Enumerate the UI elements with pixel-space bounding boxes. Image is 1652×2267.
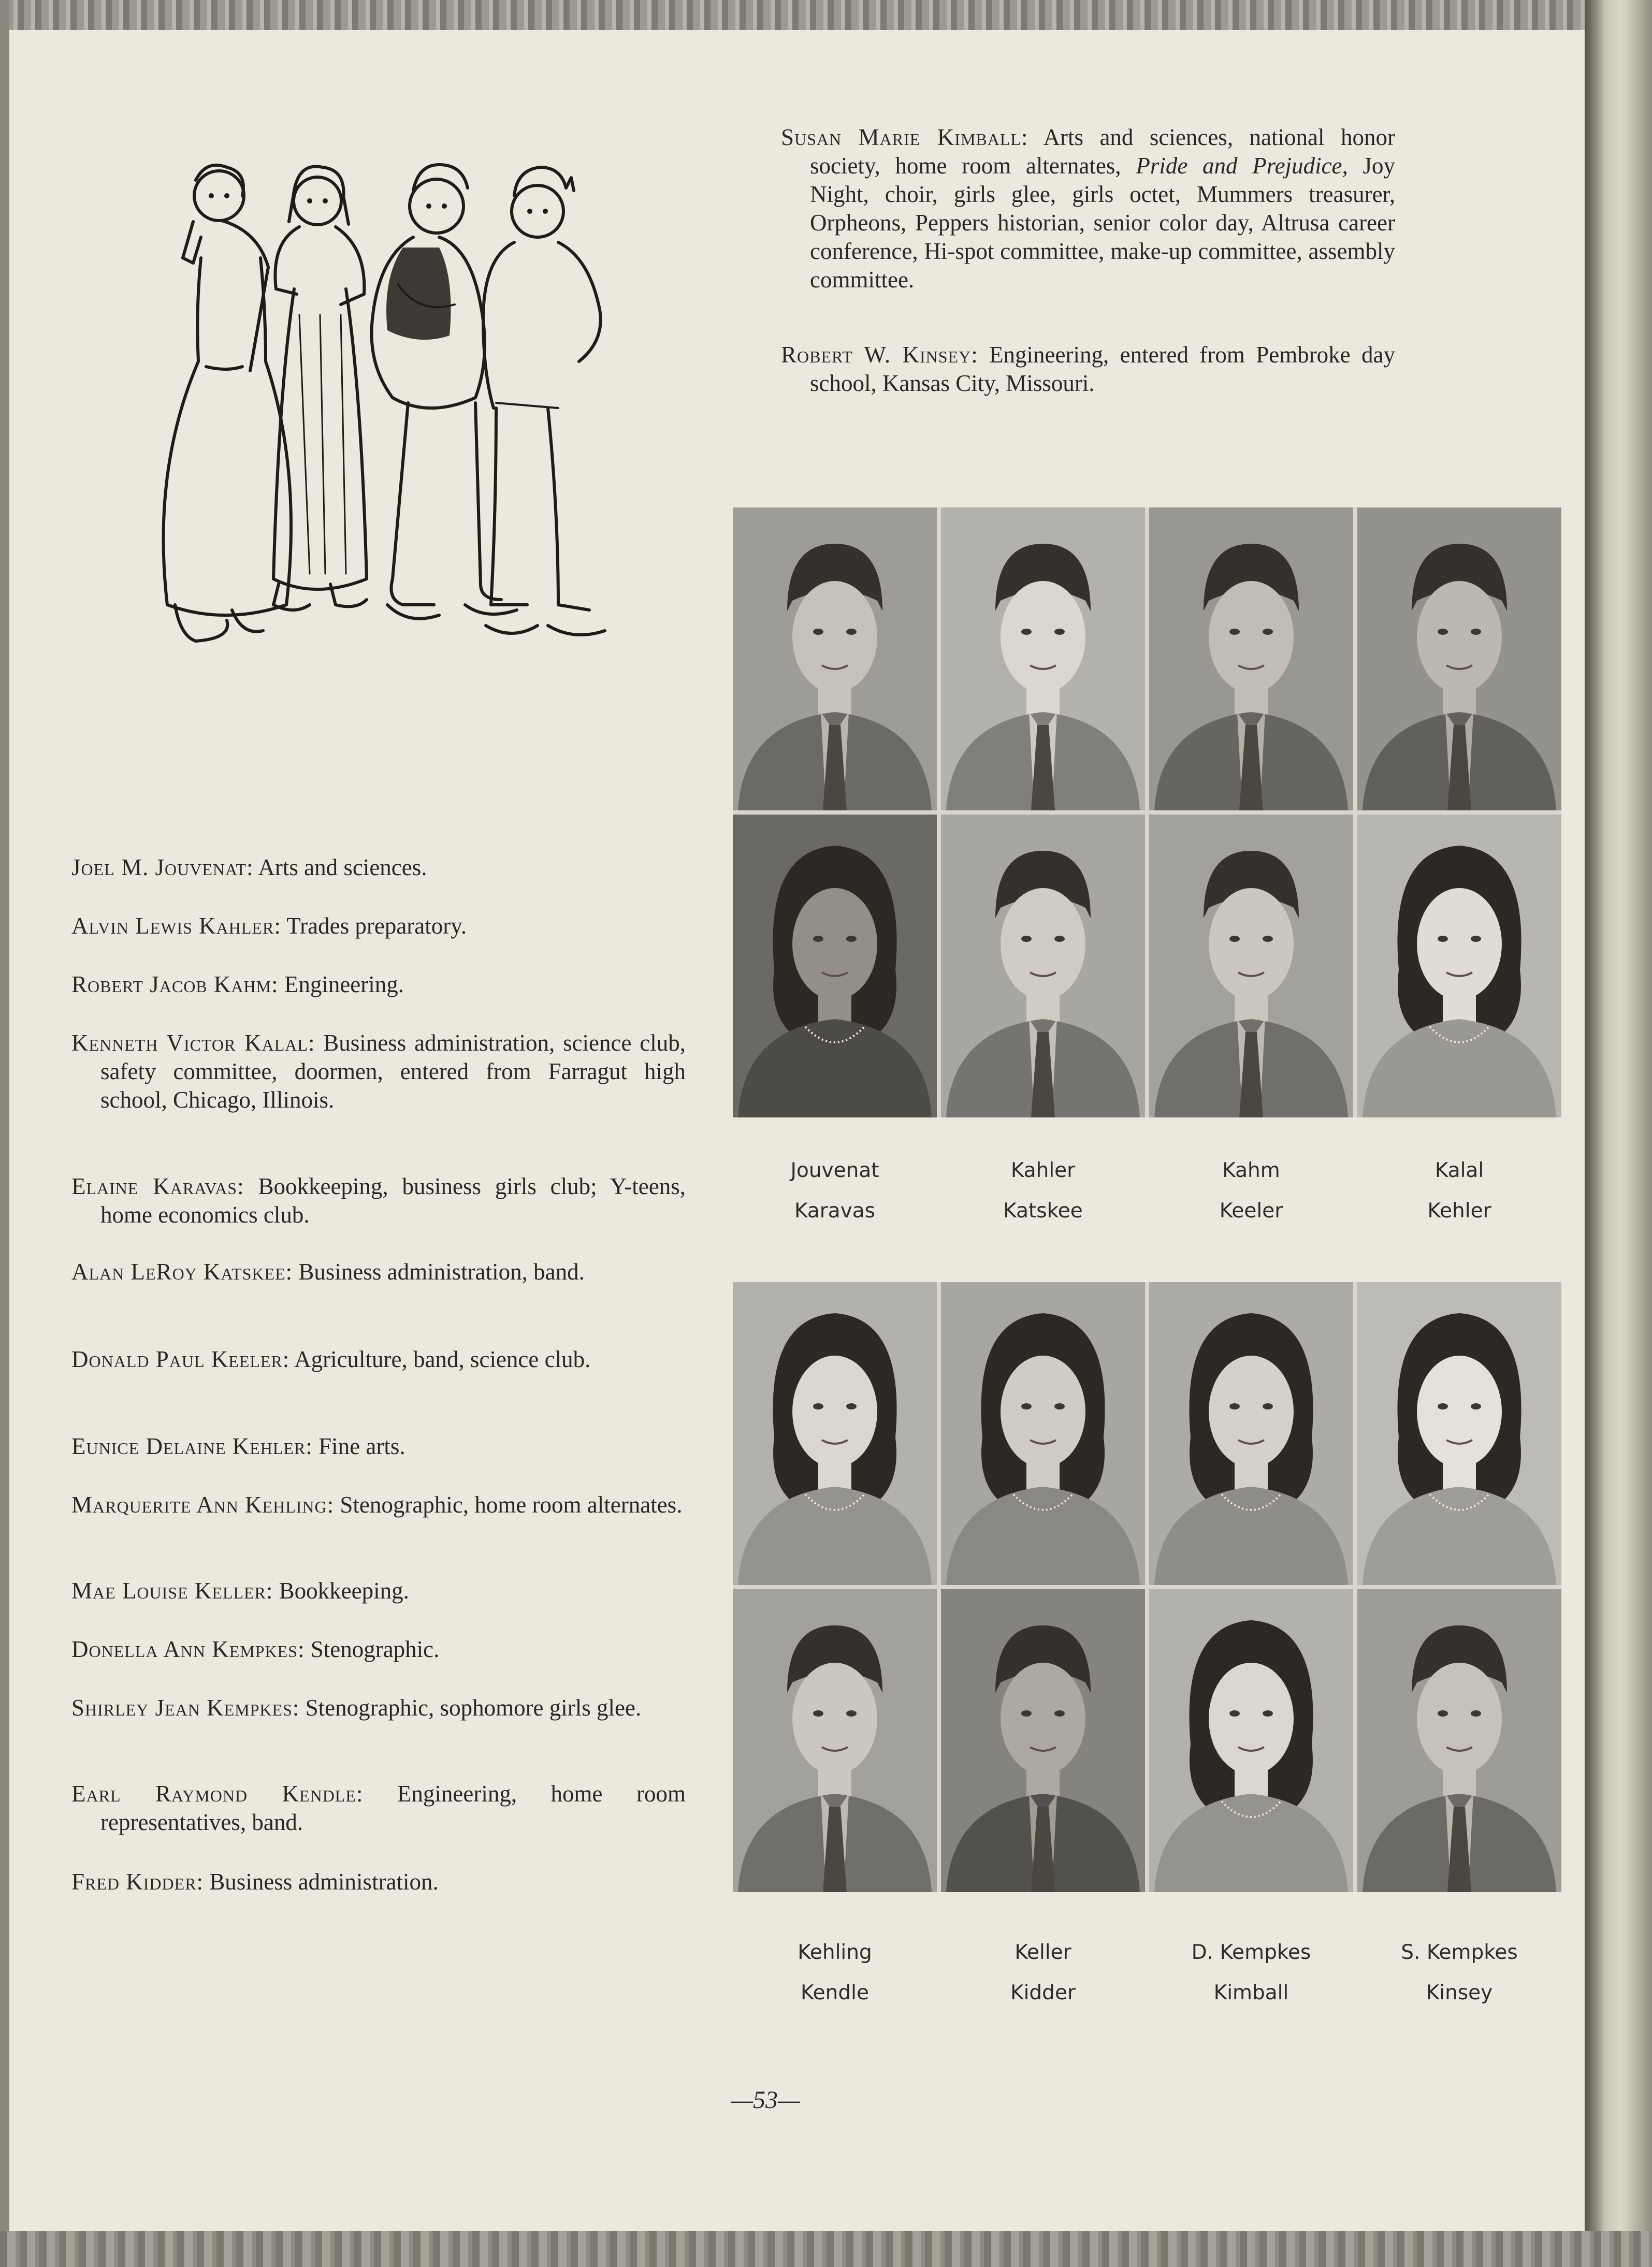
entry-desc: Business administration, band. [293,1259,585,1285]
entry-name: Alan LeRoy Katskee: [71,1259,293,1285]
left-entry [71,1172,686,1229]
entry-desc: Engineering, home room representatives, band. [100,1781,686,1835]
entry-desc: Joy Night, choir, girls glee, girls octet, Mummers treasurer, Orpheons, Peppers historian, senior color day, Altrusa career conference, Hi-spot committee, make-up committee, assembly committee. [810,153,1396,293]
left-entry [71,1491,686,1519]
portrait-caption: Kehling [798,1941,872,1964]
portrait-caption: Keller [1015,1941,1071,1964]
student-portrait [733,815,937,1117]
entry-desc: Bookkeeping. [273,1578,409,1604]
student-portrait [1149,507,1353,810]
student-portrait [1149,815,1353,1117]
portrait-caption: Kidder [1010,1981,1076,2004]
entry-name: Joel M. Jouvenat: [71,854,254,880]
left-entry [71,1577,686,1605]
student-portrait [1357,1589,1561,1892]
album-binding-bottom [0,2231,1652,2267]
entry-name: Robert Jacob Kahm: [71,971,279,997]
yearbook-page [9,30,1585,2231]
student-portrait [941,1589,1145,1892]
left-entry [71,1868,686,1896]
portrait-caption: Kimball [1213,1981,1289,2004]
entry-desc: Stenographic, sophomore girls glee. [299,1695,642,1721]
entry-name: Robert W. Kinsey: [781,342,978,368]
entry-name: Fred Kidder: [71,1869,204,1895]
portrait-caption: S. Kempkes [1401,1941,1518,1964]
entry-desc: Stenographic. [305,1636,440,1662]
entry-name: Marquerite Ann Kehling: [71,1492,335,1518]
students-cartoon-illustration [144,159,626,698]
left-entry [71,970,686,999]
student-portrait [941,1282,1145,1585]
student-portrait [733,1589,937,1892]
entry-desc: Trades preparatory. [281,913,467,939]
entry-kimball [781,123,1395,294]
entry-name: Kenneth Victor Kalal: [71,1030,315,1056]
entry-name: Donald Paul Keeler: [71,1346,290,1372]
entry-name: Earl Raymond Kendle: [71,1781,364,1807]
portrait-caption: Kehler [1427,1199,1491,1223]
student-portrait [1357,1282,1561,1585]
album-cover-edge [1585,0,1652,2267]
entry-name: Eunice Delaine Kehler: [71,1433,313,1459]
student-portrait [733,507,937,810]
entry-desc: Stenographic, home room alternates. [334,1492,683,1518]
portrait-caption: Jouvenat [790,1159,879,1182]
left-entry [71,1635,686,1664]
page-number: —53— [731,2086,800,2114]
student-portrait [1149,1589,1353,1892]
portrait-caption: Kahm [1222,1159,1280,1182]
entry-desc: Business administration. [204,1869,439,1895]
portrait-caption: Kalal [1434,1159,1484,1182]
entry-name: Alvin Lewis Kahler: [71,913,281,939]
entry-desc: Arts and sciences, national honor society, home room alternates, [810,124,1395,179]
entry-desc: Engineering. [278,971,404,997]
left-entry [71,853,686,882]
entry-name: Elaine Karavas: [71,1173,244,1199]
left-entry [71,1258,686,1286]
entry-desc: Agriculture, band, science club. [289,1346,591,1372]
entry-desc: Business administration, science club, safety committee, doormen, entered from Farragut high school, Chicago, Illinois. [100,1030,686,1113]
entry-desc: Engineering, entered from Pembroke day school, Kansas City, Missouri. [810,342,1395,396]
student-portrait [941,507,1145,810]
portrait-caption: Kendle [801,1981,869,2004]
entry-kinsey [781,341,1395,398]
student-portrait [1357,507,1561,810]
entry-desc: Arts and sciences. [253,854,427,880]
entry-name: Mae Louise Keller: [71,1578,273,1604]
left-entry [71,1694,686,1722]
album-binding-left [0,0,9,2267]
portrait-caption: Kinsey [1426,1981,1493,2004]
entry-name: Susan Marie Kimball: [781,124,1028,150]
portrait-caption: D. Kempkes [1191,1941,1311,1964]
entry-name: Shirley Jean Kempkes: [71,1695,300,1721]
left-entry [71,1432,686,1461]
student-portrait [733,1282,937,1585]
student-portrait [1357,815,1561,1117]
student-portrait [941,815,1145,1117]
entry-desc-italic: Pride and Prejudice, [1136,153,1348,179]
left-entry [71,1780,686,1837]
student-portrait [1149,1282,1353,1585]
entry-desc: Fine arts. [312,1433,405,1459]
portrait-grid-upper [733,507,1561,1117]
entry-desc: Bookkeeping, business girls club; Y-teens, home economics club. [100,1173,686,1228]
album-binding-top [0,0,1652,30]
portrait-caption: Katskee [1003,1199,1083,1223]
left-entry [71,1345,686,1374]
portrait-caption: Keeler [1219,1199,1283,1223]
left-entry [71,912,686,940]
portrait-grid-lower [733,1282,1561,1892]
portrait-caption: Karavas [794,1199,876,1223]
left-entry [71,1029,686,1114]
entry-name: Donella Ann Kempkes: [71,1636,305,1662]
portrait-caption: Kahler [1010,1159,1076,1182]
